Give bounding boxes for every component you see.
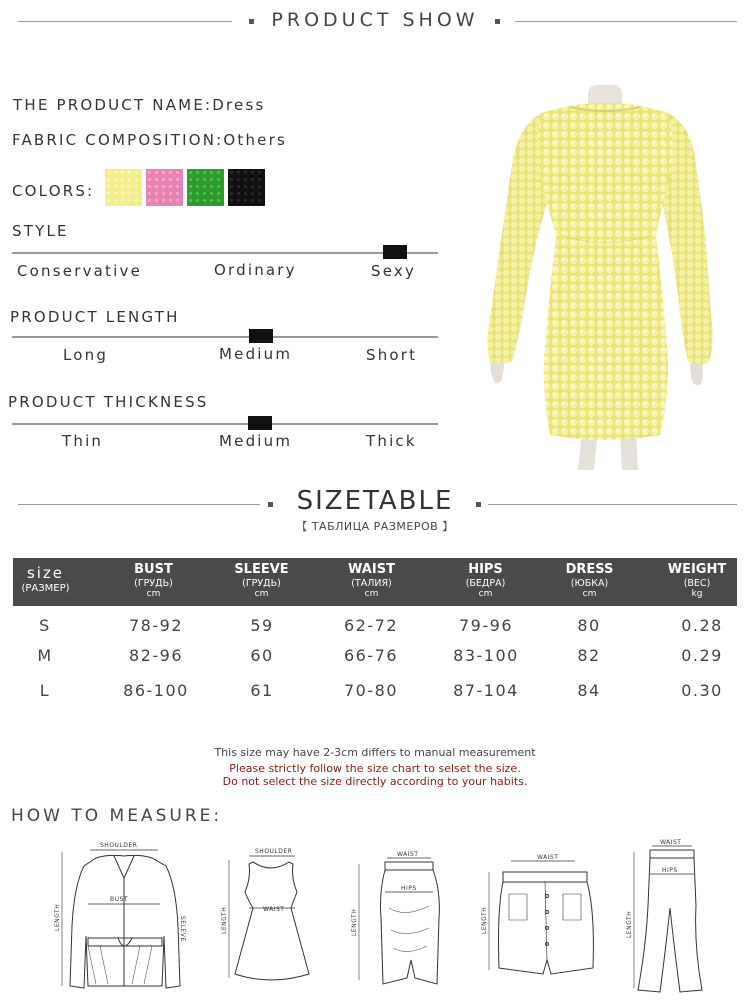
swatch-black[interactable] <box>228 169 265 206</box>
sleeveless-dress-diagram <box>215 844 315 989</box>
col-size-sub: (РАЗМЕР) <box>21 583 70 594</box>
skirt-diagram <box>345 848 445 993</box>
thickness-option-medium: Medium <box>219 432 293 450</box>
col-dress-sub: (ЮБКА) <box>570 578 609 589</box>
skirt-length-label: LENGTH <box>351 908 358 936</box>
style-marker <box>383 245 407 259</box>
col-bust <box>111 558 196 606</box>
thickness-scale-line <box>12 423 438 425</box>
col-weight-label: WEIGHT <box>667 562 727 577</box>
col-sleeve-label: SLEEVE <box>234 562 289 577</box>
cell-bust: 82-96 <box>129 646 183 665</box>
col-hips-label: HIPS <box>468 562 503 577</box>
short-skirt-waist-label: WAIST <box>537 854 559 861</box>
dress-waist-label: WAIST <box>263 906 285 913</box>
length-title: PRODUCT LENGTH <box>10 308 180 326</box>
col-dress-label: DRESS <box>565 562 614 577</box>
col-waist-label: WAIST <box>348 562 395 577</box>
col-waist-sub: (ТАЛИЯ) <box>351 578 392 589</box>
col-waist-unit: cm <box>364 589 379 599</box>
cell-waist: 62-72 <box>344 616 398 635</box>
cell-weight: 0.28 <box>681 616 723 635</box>
pants-diagram <box>620 836 710 996</box>
note-habits: Do not select the size directly according to your habits. <box>222 775 528 788</box>
skirt-waist-label: WAIST <box>397 851 419 858</box>
cell-bust: 78-92 <box>129 616 183 635</box>
size-table-header <box>13 558 737 606</box>
cell-weight: 0.30 <box>681 681 723 700</box>
thickness-title: PRODUCT THICKNESS <box>8 393 209 411</box>
cell-dress: 80 <box>577 616 601 635</box>
col-sleeve <box>219 558 304 606</box>
col-hips <box>443 558 528 606</box>
cell-size: L <box>39 681 51 700</box>
skirt-hips-label: HIPS <box>401 885 417 892</box>
dress-illustration <box>470 85 745 470</box>
cell-hips: 87-104 <box>453 681 519 700</box>
sizetable-subtitle: 【 ТАБЛИЦА РАЗМЕРОВ 】 <box>296 520 454 533</box>
short-skirt-length-label: LENGTH <box>481 906 488 934</box>
product-photo <box>470 85 745 470</box>
pants-hips-label: HIPS <box>662 867 678 874</box>
swatch-yellow[interactable] <box>105 169 142 206</box>
style-option-sexy: Sexy <box>371 262 417 280</box>
cell-sleeve: 59 <box>250 616 274 635</box>
colors-label: COLORS: <box>12 182 95 200</box>
col-dress <box>547 558 632 606</box>
cell-dress: 82 <box>577 646 601 665</box>
style-scale-line <box>12 252 438 254</box>
col-weight-unit: kg <box>691 589 703 599</box>
thickness-option-thin: Thin <box>62 432 104 450</box>
coat-length-label: LENGTH <box>54 903 61 931</box>
style-option-conservative: Conservative <box>17 262 142 280</box>
how-to-measure-title: HOW TO MEASURE: <box>11 806 223 826</box>
col-bust-sub: (ГРУДЬ) <box>134 578 173 589</box>
thickness-option-thick: Thick <box>366 432 417 450</box>
coat-diagram <box>48 836 198 996</box>
cell-size: S <box>39 616 51 635</box>
col-hips-unit: cm <box>478 589 493 599</box>
col-sleeve-sub: (ГРУДЬ) <box>242 578 281 589</box>
col-dress-unit: cm <box>582 589 597 599</box>
col-size <box>13 558 78 606</box>
cell-bust: 86-100 <box>123 681 189 700</box>
col-hips-sub: (БЕДРА) <box>465 578 506 589</box>
swatch-pink[interactable] <box>146 169 183 206</box>
col-weight <box>657 558 737 606</box>
note-follow-chart: Please strictly follow the size chart to selset the size. <box>229 762 521 775</box>
note-measurement: This size may have 2-3cm differs to manual measurement <box>214 746 536 759</box>
length-option-medium: Medium <box>219 345 293 363</box>
cell-dress: 84 <box>577 681 601 700</box>
cell-hips: 83-100 <box>453 646 519 665</box>
pants-length-label: LENGTH <box>626 910 633 938</box>
product-name: THE PRODUCT NAME:Dress <box>13 96 266 114</box>
dress-shoulder-label: SHOULDER <box>255 848 293 855</box>
coat-bust-label: BUST <box>110 896 128 903</box>
cell-waist: 70-80 <box>344 681 398 700</box>
length-scale-line <box>12 336 438 338</box>
style-title: STYLE <box>12 222 69 240</box>
sizetable-title: SIZETABLE <box>296 486 454 516</box>
fabric-composition: FABRIC COMPOSITION:Others <box>12 131 287 149</box>
col-bust-unit: cm <box>146 589 161 599</box>
cell-sleeve: 61 <box>250 681 274 700</box>
pants-waist-label: WAIST <box>660 839 682 846</box>
short-skirt-diagram <box>475 850 615 980</box>
dress-length-label: LENGTH <box>221 906 228 934</box>
cell-size: M <box>37 646 53 665</box>
length-marker <box>249 329 273 343</box>
cell-hips: 79-96 <box>459 616 513 635</box>
sizetable-rule-right <box>488 504 737 505</box>
thickness-marker <box>248 416 272 430</box>
header-rule-right <box>515 21 737 22</box>
coat-shoulder-label: SHOULDER <box>100 842 138 849</box>
cell-waist: 66-76 <box>344 646 398 665</box>
col-weight-sub: (ВЕС) <box>683 578 711 589</box>
page-title: PRODUCT SHOW <box>271 9 479 31</box>
col-bust-label: BUST <box>134 562 173 577</box>
style-option-ordinary: Ordinary <box>214 261 297 279</box>
cell-sleeve: 60 <box>250 646 274 665</box>
length-option-short: Short <box>366 346 418 364</box>
col-sleeve-unit: cm <box>254 589 269 599</box>
swatch-green[interactable] <box>187 169 224 206</box>
col-waist <box>329 558 414 606</box>
cell-weight: 0.29 <box>681 646 723 665</box>
header-dot-right <box>495 19 500 24</box>
col-size-label: size <box>26 564 65 582</box>
sizetable-dot-right <box>476 502 481 507</box>
length-option-long: Long <box>63 346 109 364</box>
coat-sleeve-label: SELEVE <box>179 916 186 942</box>
